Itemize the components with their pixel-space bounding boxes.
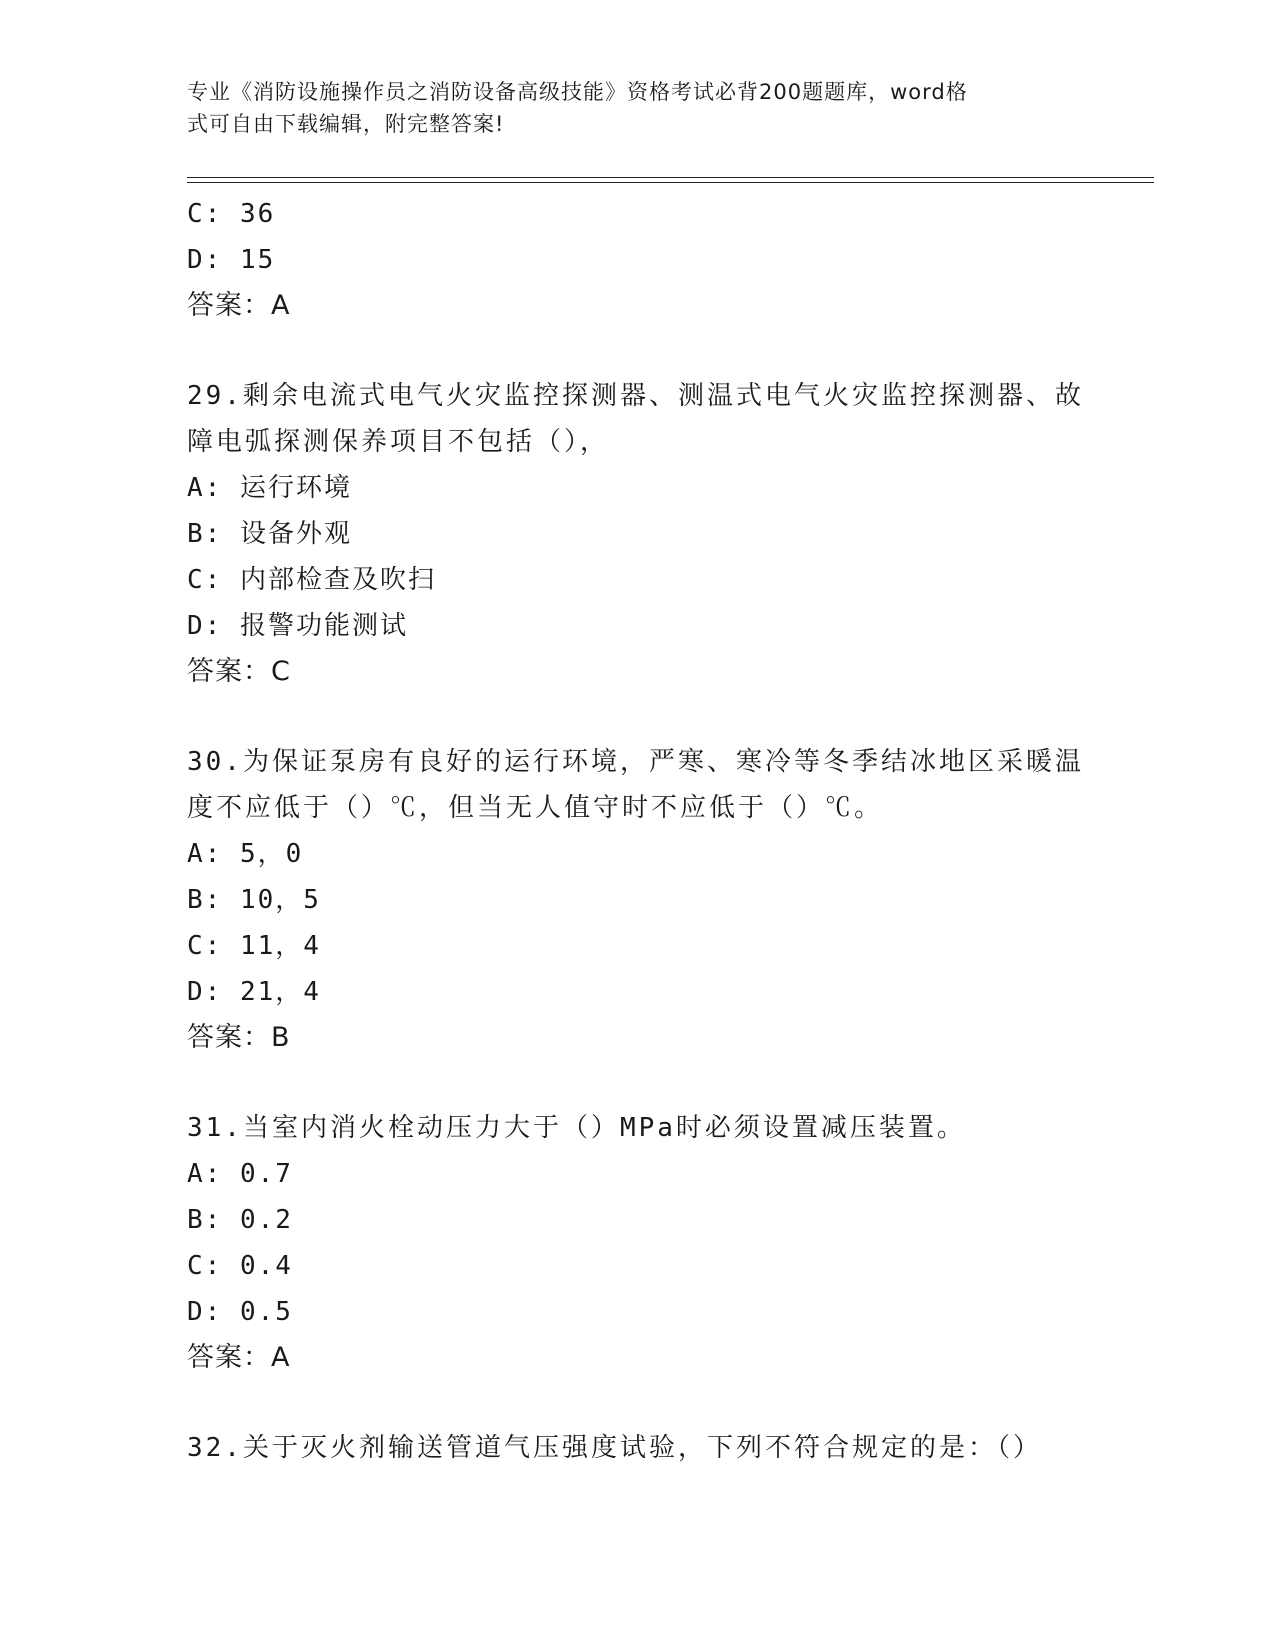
option-d: D: 0.5: [187, 1297, 293, 1327]
option-a: A: 5，0: [187, 839, 304, 869]
answer-line: 答案：B: [187, 1022, 291, 1053]
question-text-line-1: 30.为保证泵房有良好的运行环境，严寒、寒冷等冬季结冰地区采暖温: [187, 747, 1084, 777]
option-d: D: 15: [187, 245, 276, 275]
option-b: B: 10，5: [187, 885, 321, 915]
question-partial: [187, 191, 1087, 329]
header-divider-bottom: [187, 182, 1154, 183]
document-header: [187, 76, 1067, 140]
question-text-line-2: 度不应低于（）℃，但当无人值守时不应低于（）℃。: [187, 793, 884, 823]
option-b: B: 0.2: [187, 1205, 293, 1235]
option-c: C: 11，4: [187, 931, 321, 961]
question-30: [187, 739, 1087, 1061]
option-d: D: 报警功能测试: [187, 611, 408, 641]
option-a: A: 运行环境: [187, 473, 352, 503]
answer-line: 答案：A: [187, 1342, 291, 1373]
question-text-line-1: 32.关于灭火剂输送管道气压强度试验，下列不符合规定的是：（）: [187, 1433, 1042, 1463]
question-31: [187, 1105, 1087, 1381]
answer-line: 答案：A: [187, 290, 291, 321]
question-text-line-2: 障电弧探测保养项目不包括（），: [187, 427, 610, 457]
option-c: C: 内部检查及吹扫: [187, 565, 436, 595]
question-text-line-1: 29.剩余电流式电气火灾监控探测器、测温式电气火灾监控探测器、故: [187, 381, 1084, 411]
option-c: C: 36: [187, 199, 276, 229]
header-divider-top: [187, 177, 1154, 178]
document-content: [187, 191, 1087, 1471]
question-text-line-1: 31.当室内消火栓动压力大于（）MPa时必须设置减压装置。: [187, 1113, 966, 1143]
question-32: [187, 1425, 1087, 1471]
question-29: [187, 373, 1087, 695]
option-a: A: 0.7: [187, 1159, 293, 1189]
header-line-2: 式可自由下载编辑，附完整答案!: [187, 112, 505, 136]
option-c: C: 0.4: [187, 1251, 293, 1281]
answer-line: 答案：C: [187, 656, 291, 687]
option-d: D: 21，4: [187, 977, 321, 1007]
option-b: B: 设备外观: [187, 519, 352, 549]
header-line-1: 专业《消防设施操作员之消防设备高级技能》资格考试必背200题题库，word格: [187, 80, 968, 104]
